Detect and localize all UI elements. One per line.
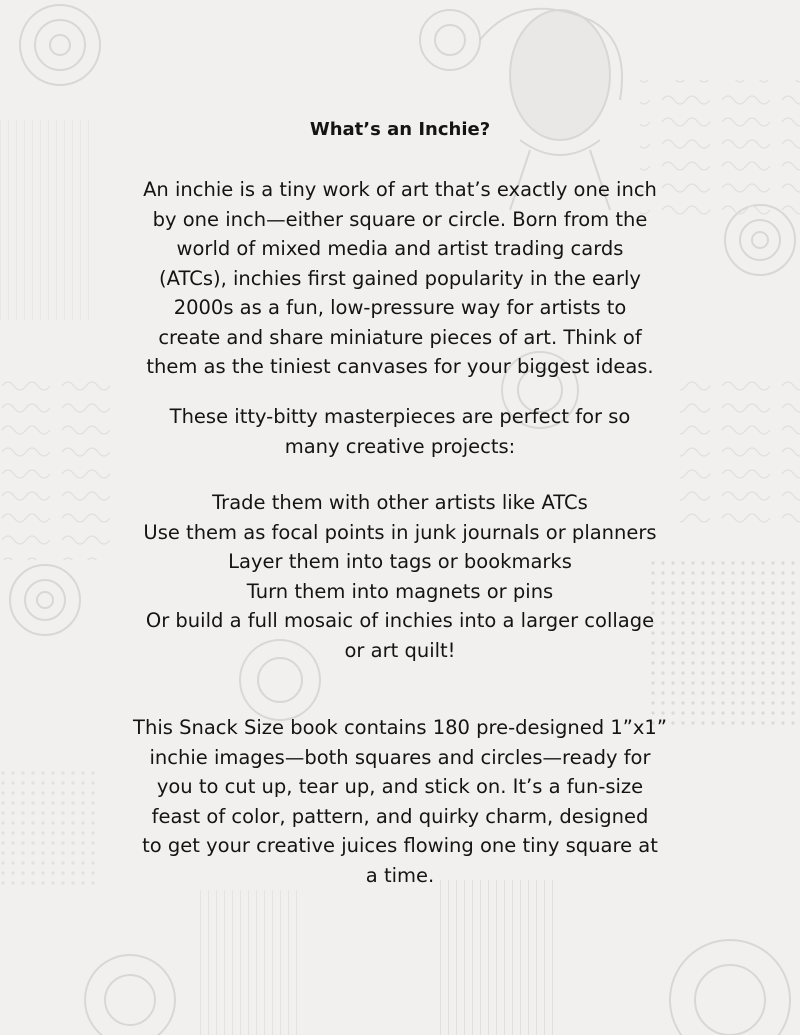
book-line: a time. — [365, 863, 435, 887]
projects-intro-line: These itty-bitty masterpieces are perfect for so — [169, 405, 631, 428]
intro-line: create and share miniature pieces of art. Think of — [158, 325, 642, 349]
project-idea-item: Turn them into magnets or pins — [246, 579, 554, 603]
intro-line: An inchie is a tiny work of art that’s exactly one inch — [143, 178, 657, 201]
project-idea-item: or art quilt! — [344, 638, 456, 662]
book-description-paragraph — [110, 713, 690, 890]
intro-paragraph — [110, 175, 690, 382]
intro-line: (ATCs), inchies first gained popularity in the early — [159, 266, 641, 290]
project-idea-item: Trade them with other artists like ATCs — [212, 491, 588, 514]
project-idea-item: Or build a full mosaic of inchies into a larger collage — [145, 609, 655, 632]
intro-line: them as the tiniest canvases for your biggest ideas. — [146, 355, 654, 378]
intro-line: by one inch—either square or circle. Born from the — [152, 207, 648, 231]
projects-intro-paragraph — [110, 402, 690, 461]
book-line: feast of color, pattern, and quirky charm, designed — [151, 804, 649, 828]
projects-intro-line: many creative projects: — [284, 434, 516, 458]
page-title: What’s an Inchie? — [309, 119, 491, 140]
intro-line: 2000s as a fun, low-pressure way for artists to — [173, 296, 627, 319]
book-line: inchie images—both squares and circles—ready for — [149, 745, 651, 769]
book-line: to get your creative juices flowing one tiny square at — [142, 834, 658, 857]
book-line: This Snack Size book contains 180 pre-designed 1”x1” — [133, 716, 667, 739]
project-idea-item: Use them as focal points in junk journals or planners — [143, 520, 657, 544]
book-line: you to cut up, tear up, and stick on. It’s a fun-size — [156, 775, 644, 798]
project-idea-item: Layer them into tags or bookmarks — [228, 550, 572, 573]
intro-line: world of mixed media and artist trading cards — [176, 237, 624, 260]
project-ideas-list — [90, 488, 710, 665]
